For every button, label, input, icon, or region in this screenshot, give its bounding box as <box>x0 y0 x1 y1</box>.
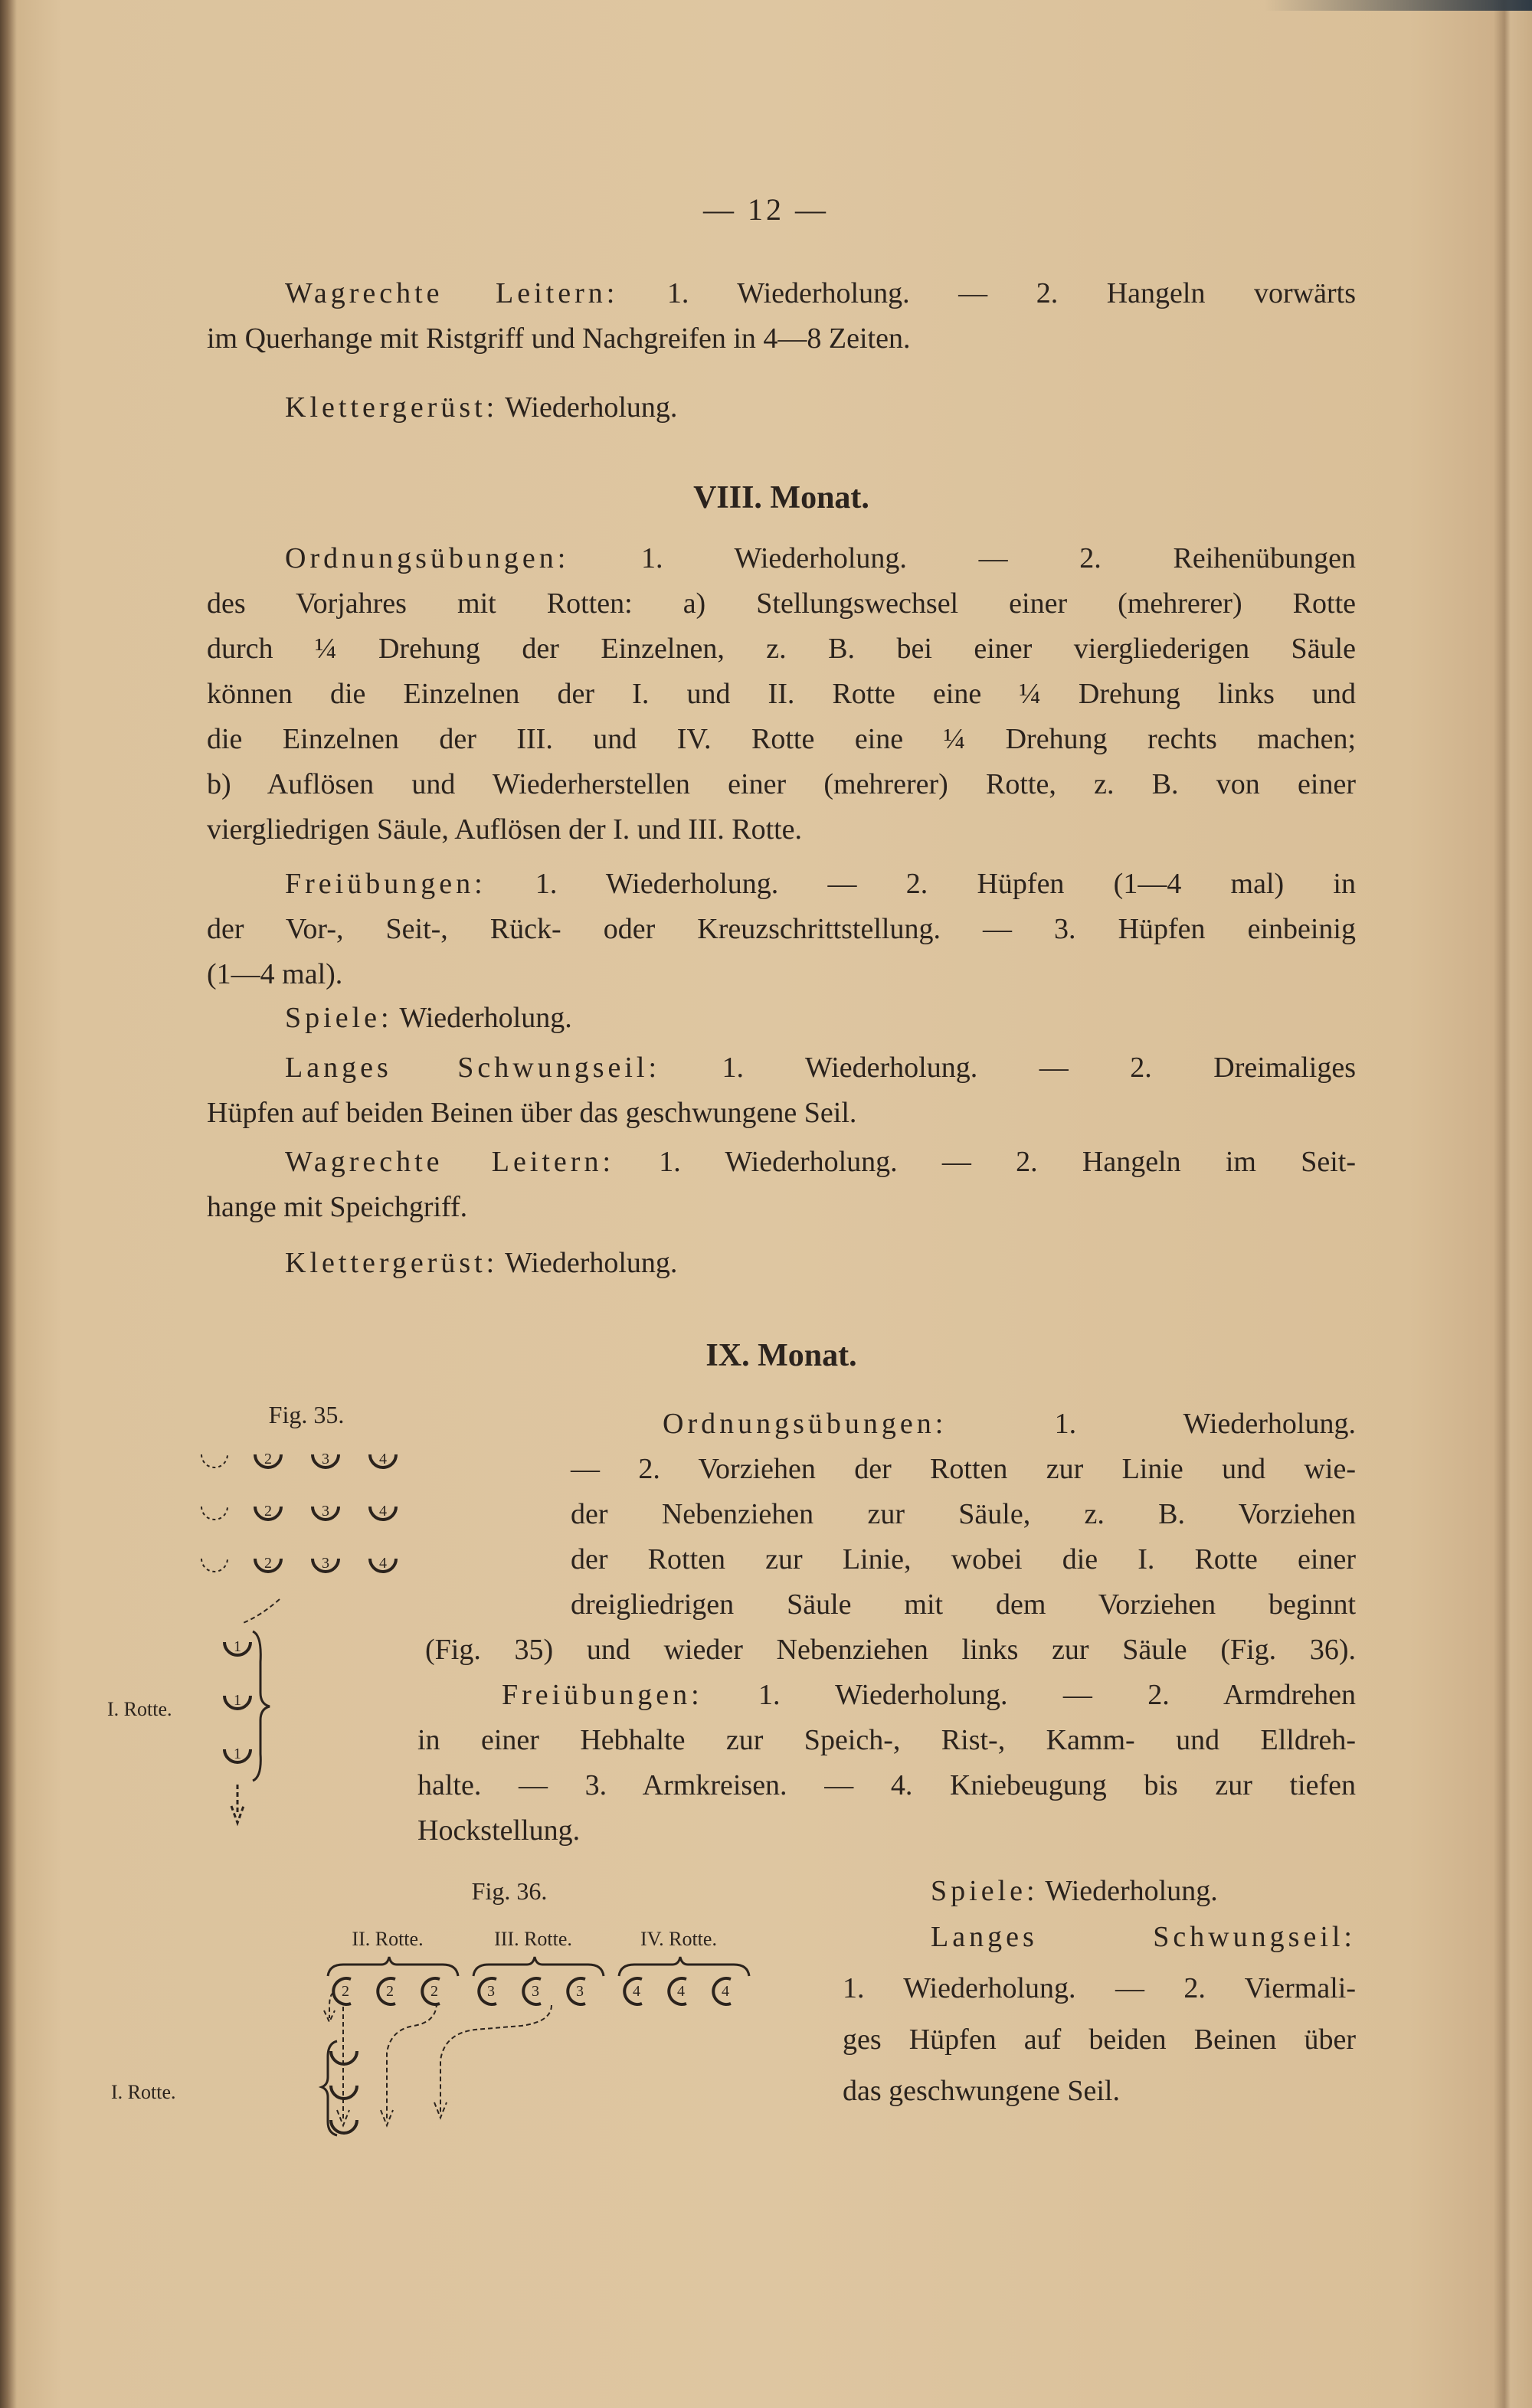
person-number: 2 <box>264 1451 272 1467</box>
heading-viii-monat: VIII. Monat. <box>693 480 869 515</box>
rotte-brace <box>473 1957 604 1976</box>
paragraph-freiuebungen-ix <box>417 1673 1356 1853</box>
person-marker <box>568 1978 585 2004</box>
person-marker <box>201 1507 228 1520</box>
person-number: 1 <box>234 1638 241 1655</box>
person-marker <box>224 1745 250 1762</box>
text-line <box>207 581 1356 627</box>
paragraph-schwungseil-ix <box>843 1915 1356 2114</box>
empty-position-icon <box>201 1454 228 1467</box>
paragraph-label: Langes Schwungseil: <box>931 1921 1356 1953</box>
paragraph-klettergeruest <box>207 385 1356 430</box>
fig35-brace <box>253 1631 270 1781</box>
person-number: 2 <box>264 1555 272 1572</box>
text-line <box>207 385 1356 430</box>
line-text: b) Auflösen und Wiederherstellen einer (mehrerer) Rotte, z. B. von einer <box>207 768 1356 800</box>
person-marker <box>333 1978 351 2004</box>
person-marker <box>370 1451 396 1467</box>
text-line <box>417 1718 1356 1763</box>
line-text: 1. Wiederholung. — 2. Hangeln im Seit- <box>614 1146 1356 1178</box>
paragraph-label: Spiele: <box>285 1002 393 1034</box>
person-number: 2 <box>264 1503 272 1520</box>
person-number: 3 <box>322 1555 329 1572</box>
person-number: 4 <box>379 1503 387 1520</box>
person-marker <box>370 1503 396 1520</box>
line-text: Wiederholung. <box>1038 1875 1218 1907</box>
text-line <box>843 2017 1356 2063</box>
person-number: 3 <box>532 1983 539 2000</box>
text-line <box>207 1091 1356 1136</box>
text-line <box>417 1673 1356 1718</box>
person-marker <box>378 1978 395 2004</box>
fig35-label: I. Rotte. <box>107 1698 172 1720</box>
text-line <box>207 952 1356 997</box>
person-marker <box>370 1555 396 1572</box>
line-text: (Fig. 35) und wieder Nebenziehen links zur Säule (Fig. 36). <box>425 1634 1356 1666</box>
person-marker <box>713 1978 731 2004</box>
line-text: hange mit Speichgriff. <box>207 1191 468 1223</box>
person-marker <box>255 1555 281 1572</box>
person-number: 4 <box>633 1983 640 2000</box>
line-text: — 2. Vorziehen der Rotten zur Linie und wie- <box>571 1453 1356 1485</box>
fig36-arrow-iii <box>381 2003 437 2125</box>
paragraph-klettergeruest-viii <box>207 1241 1356 1286</box>
person-marker <box>224 1638 250 1655</box>
text-line <box>207 907 1356 952</box>
fig35-formation <box>201 1451 396 1762</box>
paragraph-spiele-ix <box>843 1869 1356 1914</box>
line-text: 1. Wiederholung. — 2. Dreimaliges <box>660 1052 1356 1084</box>
paragraph-label: Langes Schwungseil: <box>285 1052 661 1084</box>
line-text: 1. Wiederholung. — 2. Viermali- <box>843 1972 1356 2004</box>
person-number: 2 <box>342 1983 349 2000</box>
text-line <box>207 717 1356 762</box>
person-icon <box>331 2120 357 2133</box>
text-line <box>207 1185 1356 1230</box>
text-line <box>425 1628 1356 1673</box>
person-number: 3 <box>322 1451 329 1467</box>
person-number: 3 <box>487 1983 495 2000</box>
line-text: die Einzelnen der III. und IV. Rotte eine ¼ Drehung rechts machen; <box>207 723 1356 755</box>
line-text: dreigliedrigen Säule mit dem Vorziehen beginnt <box>571 1588 1356 1621</box>
person-marker <box>669 1978 686 2004</box>
empty-position-icon <box>201 1559 228 1572</box>
line-text: in einer Hebhalte zur Speich-, Rist-, Kamm- und Elldreh- <box>417 1724 1356 1756</box>
line-text: Wiederholung. <box>498 391 678 424</box>
figure-35 <box>107 1401 414 1838</box>
text-line <box>207 807 1356 852</box>
person-marker <box>422 1978 440 2004</box>
text-line <box>207 1140 1356 1185</box>
text-line <box>571 1582 1356 1628</box>
line-text: Wiederholung. <box>392 1002 572 1034</box>
person-marker <box>255 1451 281 1467</box>
person-marker <box>523 1978 541 2004</box>
paragraph-label: Freiübungen: <box>502 1679 703 1711</box>
rotte-label: II. Rotte. <box>352 1928 424 1950</box>
paragraph-label: Ordnungsübungen: <box>663 1408 948 1440</box>
paragraph-label: Wagrechte Leitern: <box>285 277 619 309</box>
figure-36 <box>111 1869 812 2145</box>
person-marker <box>313 1555 339 1572</box>
text-line <box>843 1869 1356 1914</box>
text-line <box>207 1241 1356 1286</box>
person-marker <box>201 1559 228 1572</box>
line-text: 1. Wiederholung. <box>947 1408 1356 1440</box>
person-marker <box>255 1503 281 1520</box>
text-line <box>207 996 1356 1041</box>
line-text: der Nebenziehen zur Säule, z. B. Vorziehen <box>571 1498 1356 1530</box>
text-line <box>207 271 1356 316</box>
person-number: 3 <box>576 1983 584 2000</box>
fig35-arrow-path <box>241 1599 280 1624</box>
line-text: Hockstellung. <box>417 1814 581 1847</box>
line-text: können die Einzelnen der I. und II. Rotte eine ¼ Drehung links und <box>207 678 1356 710</box>
text-line <box>843 1915 1356 1960</box>
rotte-brace <box>328 1957 458 1976</box>
line-text: des Vorjahres mit Rotten: a) Stellungswechsel einer (mehrerer) Rotte <box>207 587 1356 620</box>
person-number: 2 <box>386 1983 394 2000</box>
text-line <box>207 536 1356 581</box>
rotte-brace <box>619 1957 749 1976</box>
paragraph-freiuebungen-viii <box>207 862 1356 997</box>
person-number: 4 <box>379 1451 387 1467</box>
line-text: der Rotten zur Linie, wobei die I. Rotte einer <box>571 1543 1356 1575</box>
line-text: 1. Wiederholung. — 2. Armdrehen <box>702 1679 1356 1711</box>
text-line <box>207 316 1356 362</box>
line-text: im Querhange mit Ristgriff und Nachgreifen in 4—8 Zeiten. <box>207 322 911 355</box>
text-line <box>207 672 1356 717</box>
line-text: Hüpfen auf beiden Beinen über das geschwungene Seil. <box>207 1097 857 1129</box>
line-text: 1. Wiederholung. — 2. Hüpfen (1—4 mal) in <box>486 868 1356 900</box>
line-text: der Vor-, Seit-, Rück- oder Kreuzschrittstellung. — 3. Hüpfen einbeinig <box>207 913 1356 945</box>
paragraph-label: Freiübungen: <box>285 868 486 900</box>
paragraph-wagrechte-leitern-viii <box>207 1140 1356 1230</box>
paragraph-wagrechte-leitern <box>207 271 1356 362</box>
fig35-down-arrow <box>231 1785 244 1823</box>
person-marker <box>313 1503 339 1520</box>
line-text: Wiederholung. <box>498 1247 678 1279</box>
paragraph-label: Klettergerüst: <box>285 1247 499 1279</box>
text-line <box>571 1492 1356 1537</box>
person-number: 3 <box>322 1503 329 1520</box>
text-line <box>417 1808 1356 1853</box>
text-line <box>843 1966 1356 2011</box>
line-text: 1. Wiederholung. — 2. Reihenübungen <box>569 542 1356 574</box>
person-number: 1 <box>234 1692 241 1709</box>
text-line <box>571 1402 1356 1447</box>
person-marker <box>313 1451 339 1467</box>
line-text: das geschwungene Seil. <box>843 2075 1120 2107</box>
person-marker <box>479 1978 496 2004</box>
fig36-arrow-iv <box>434 2005 552 2118</box>
person-marker <box>624 1978 642 2004</box>
paragraph-label: Klettergerüst: <box>285 391 499 424</box>
page-number: — 12 — <box>703 192 829 227</box>
fig35-title: Fig. 35. <box>268 1401 345 1428</box>
fig36-brace <box>322 2041 337 2135</box>
person-number: 1 <box>234 1745 241 1762</box>
person-number: 2 <box>430 1983 438 2000</box>
fig36-title: Fig. 36. <box>471 1877 548 1905</box>
text-line <box>571 1447 1356 1492</box>
person-marker <box>224 1692 250 1709</box>
person-number: 4 <box>722 1983 729 2000</box>
text-line <box>571 1537 1356 1582</box>
person-number: 4 <box>677 1983 685 2000</box>
paragraph-ordnungsuebungen-ix <box>425 1402 1356 1673</box>
person-number: 4 <box>379 1555 387 1572</box>
line-text: durch ¼ Drehung der Einzelnen, z. B. bei einer viergliederigen Säule <box>207 633 1356 665</box>
paragraph-label: Spiele: <box>931 1875 1039 1907</box>
line-text: viergliedrigen Säule, Auflösen der I. und III. Rotte. <box>207 813 803 846</box>
text-line <box>207 627 1356 672</box>
line-text: halte. — 3. Armkreisen. — 4. Kniebeugung bis zur tiefen <box>417 1769 1356 1801</box>
text-line <box>207 762 1356 807</box>
empty-position-icon <box>201 1507 228 1520</box>
line-text: ges Hüpfen auf beiden Beinen über <box>843 2024 1356 2056</box>
paragraph-label: Ordnungsübungen: <box>285 542 570 574</box>
fig36-arrow-ii <box>337 2007 349 2125</box>
fig36-formation <box>328 1928 749 2133</box>
text-line <box>417 1763 1356 1808</box>
text-line <box>207 862 1356 907</box>
paragraph-spiele-viii <box>207 996 1356 1041</box>
rotte-label: III. Rotte. <box>494 1928 572 1950</box>
line-text: 1. Wiederholung. — 2. Hangeln vorwärts <box>618 277 1356 309</box>
paragraph-label: Wagrechte Leitern: <box>285 1146 615 1178</box>
text-line <box>843 2069 1356 2114</box>
person-marker <box>201 1454 228 1467</box>
line-text: (1—4 mal). <box>207 958 343 990</box>
paragraph-schwungseil-viii <box>207 1045 1356 1136</box>
rotte-label: IV. Rotte. <box>640 1928 717 1950</box>
heading-ix-monat: IX. Monat. <box>705 1338 857 1373</box>
text-line <box>207 1045 1356 1091</box>
fig36-left-label: I. Rotte. <box>111 2081 176 2103</box>
paragraph-ordnungsuebungen-viii <box>207 536 1356 852</box>
scan-edge <box>1264 0 1532 11</box>
